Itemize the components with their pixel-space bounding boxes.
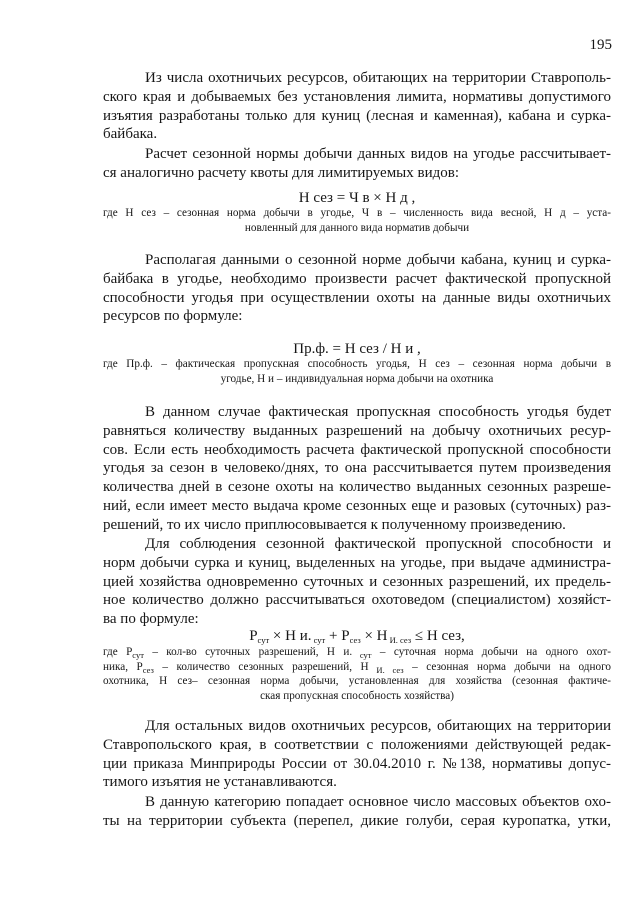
text-line: решений, то их число приплюсовывается к полученному произведению. (103, 516, 566, 533)
text-line: Расчет сезонной нормы добычи данных видов на угодье рассчитывает- (145, 146, 611, 162)
text-line: Из числа охотничьих ресурсов, обитающих на территории Ставрополь- (145, 70, 611, 86)
text-line: ресурсов по формуле: (103, 308, 243, 325)
formula-permit-limit (103, 627, 611, 645)
text-line: цией хозяйства одновременно суточных и сезонных разрешений, их предель- (103, 573, 611, 590)
text-line: Располагая данными о сезонной норме добычи кабана, куниц и сурка- (145, 252, 611, 268)
note-subscript: И. сез (368, 664, 404, 675)
text-line: способности угодья при осуществлении охоты на данные виды охотничьих (103, 289, 611, 306)
page-number: 195 (589, 37, 612, 53)
formula-subscript: сез (349, 635, 361, 645)
formula-part: × Н (360, 628, 388, 644)
note-line: где Н сез – сезонная норма добычи в угодье, Ч в – численность вида весной, Н д – уста- (103, 207, 611, 219)
paragraph-1 (103, 69, 611, 144)
note-subscript: сут (132, 650, 144, 660)
formula-part: ≤ Н сез, (411, 628, 465, 644)
note-subscript: сез (142, 664, 154, 675)
text-line: ского края и добываемых без установления лимита, нормативы допустимого (103, 88, 611, 105)
text-line: Для соблюдения сезонной фактической пропускной способности и (145, 536, 611, 552)
text-line: изъятия разработаны только для куниц (лесная и каменная), кабана и сурка- (103, 107, 611, 124)
text-line: количества дней в сезоне охоты на количество выданных сезонных разреше- (103, 479, 611, 496)
text-line: ное количество должно рассчитываться охотоведом (специалистом) хозяйст- (103, 592, 611, 609)
text-line: сов. Если есть необходимость расчета фактической пропускной способности (103, 441, 611, 458)
formula-note-2 (103, 357, 611, 386)
note-subscript: сут (352, 650, 372, 660)
formula-subscript: сут (311, 635, 326, 645)
note-line: охотника, Н сез– сезонная норма добычи, установленная для хозяйства (сезонная фактиче- (103, 675, 611, 687)
text-line: ции приказа Минприроды России от 30.04.2010 г. №138, нормативы допус- (103, 755, 611, 772)
note-part: – кол-во суточных разрешений, Н и. (143, 646, 353, 658)
note-part: – суточная норма добычи на одного охот- (371, 646, 611, 658)
formula-note-1 (103, 206, 611, 235)
paragraph-6 (103, 717, 611, 792)
formula-subscript: сут (257, 635, 270, 645)
formula-part: Р (249, 628, 258, 644)
text-line: В данном случае фактическая пропускная способность угодья будет (145, 404, 611, 420)
note-part: ника, Р (103, 660, 143, 673)
text-line: ний, если имеет место выдача кроме сезонных еще и разовых (суточных) раз- (103, 497, 611, 514)
formula-actual-capacity: Пр.ф. = Н сез / Н и , (293, 341, 421, 357)
note-line: где Пр.ф. – фактическая пропускная способность угодья, Н сез – сезонная норма добычи в (103, 358, 611, 370)
text-line: Для остальных видов охотничьих ресурсов, обитающих на территории (145, 718, 611, 734)
text-line: Ставропольского края, в соответствии с положениями действующей редак- (103, 736, 611, 753)
formula-part: × Н и. (269, 628, 312, 644)
text-line: ва по формуле: (103, 611, 199, 628)
text-line: норм добычи сурка и куниц, выделенных на угодье, при выдаче администра- (103, 554, 611, 571)
text-line: байбака в угодье, необходимо произвести расчет фактической пропускной (103, 270, 611, 287)
paragraph-5 (103, 535, 611, 629)
formula-season-norm: Н сез = Ч в × Н д , (298, 190, 416, 206)
note-part: – сезонная норма добычи на одного (403, 660, 611, 673)
text-line: ся аналогично расчету квоты для лимитируемых видов: (103, 164, 460, 181)
formula-part: + Р (325, 628, 350, 644)
text-line: ты на территории субъекта (перепел, дикие голуби, серая куропатка, утки, (103, 812, 611, 829)
note-line: ская пропускная способность хозяйства) (260, 689, 454, 702)
text-line: В данную категорию попадает основное число массовых объектов охо- (145, 794, 611, 810)
paragraph-4 (103, 403, 611, 535)
note-line: новленный для данного вида норматив добычи (244, 221, 470, 234)
text-line: угодья за сезон в человеко/днях, то она рассчитывается путем произведения (103, 460, 611, 477)
formula-subscript: И. сез (387, 635, 412, 645)
paragraph-7 (103, 793, 611, 831)
paragraph-2 (103, 145, 611, 183)
formula-note-3 (103, 645, 611, 703)
note-line (103, 660, 611, 675)
note-line: угодье, Н и – индивидуальная норма добычи на охотника (220, 372, 494, 385)
text-line: байбака. (103, 126, 158, 143)
note-line (103, 645, 611, 660)
note-part: – количество сезонных разрешений, Н (153, 660, 369, 673)
text-line: тимого изъятия не устанавливаются. (103, 774, 337, 791)
text-line: равняться количеству выданных разрешений на добычу охотничьих ресур- (103, 422, 611, 439)
paragraph-3 (103, 251, 611, 326)
note-part: где Р (103, 646, 133, 658)
